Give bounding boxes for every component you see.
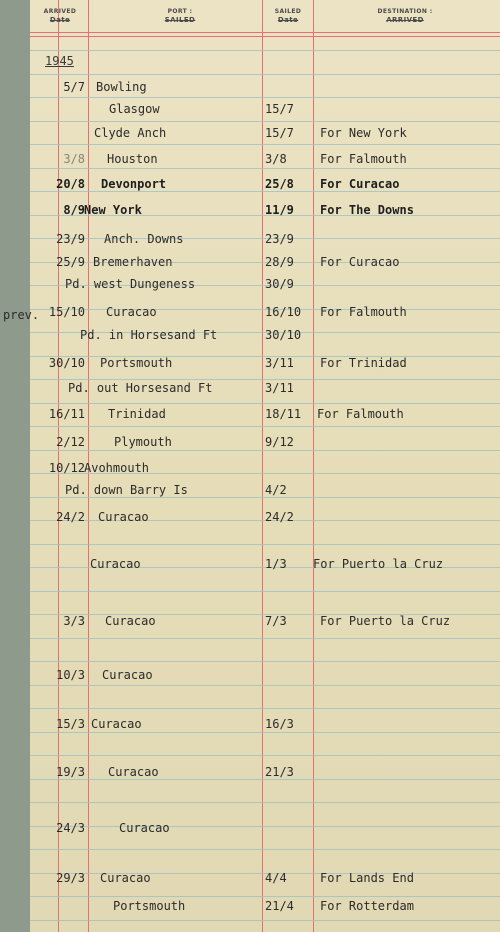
sailed-date: 11/9 [265,203,294,217]
table-row [30,614,500,634]
table-row [30,177,500,197]
table-row [30,435,500,455]
port-name: Pd. west Dungeness [65,277,196,291]
sailed-date: 21/3 [265,765,294,779]
margin-note: prev. [3,308,40,322]
arrived-date: 29/3 [56,871,85,885]
sailed-date: 30/10 [265,328,302,342]
header-destination: DESTINATION : ARRIVED [377,8,433,24]
arrived-date: 10/3 [56,668,85,682]
port-name: Devonport [101,177,167,191]
arrived-date: 15/3 [56,717,85,731]
port-name: Avohmouth [84,461,150,475]
table-row [30,821,500,841]
port-name: Clyde Anch [94,126,167,140]
port-name: Pd. down Barry Is [65,483,188,497]
port-name: New York [84,203,142,217]
arrived-date: 8/9 [63,203,85,217]
arrived-date: 15/10 [48,305,85,319]
port-name: Trinidad [108,407,166,421]
sailed-date: 23/9 [265,232,294,246]
ruled-line [30,708,500,709]
destination: For Puerto la Cruz [320,614,451,628]
table-row [30,80,500,100]
destination: For The Downs [320,203,414,217]
ruled-line [30,638,500,639]
port-name: Curacao [91,717,142,731]
arrived-date: 2/12 [56,435,85,449]
sailed-date: 16/3 [265,717,294,731]
table-row [30,126,500,146]
arrived-date: 30/10 [48,356,85,370]
destination: For Falmouth [320,152,407,166]
sailed-date: 25/8 [265,177,294,191]
ruled-line [30,379,500,380]
sailed-date: 30/9 [265,277,294,291]
port-name: Pd. in Horsesand Ft [80,328,218,342]
ruled-line [30,920,500,921]
sailed-date: 3/11 [265,356,294,370]
sailed-date: 15/7 [265,126,294,140]
port-name: Pd. out Horsesand Ft [68,381,213,395]
sailed-date: 4/2 [265,483,287,497]
port-name: Curacao [100,871,151,885]
header-port: PORT : SAILED [164,8,196,24]
destination: For Curacao [320,177,400,191]
port-name: Houston [107,152,158,166]
table-row [30,305,500,325]
arrived-date: 24/3 [56,821,85,835]
ruled-line [30,74,500,75]
ledger-page [30,0,500,932]
table-row [30,483,500,503]
ruled-line [30,896,500,897]
sailed-date: 16/10 [265,305,302,319]
header-rule [30,36,500,37]
year-label: 1945 [45,54,74,68]
table-row [30,510,500,530]
destination: For Lands End [320,871,414,885]
sailed-date: 3/8 [265,152,287,166]
destination: For Curacao [320,255,400,269]
table-row [30,381,500,401]
arrived-date: 16/11 [48,407,85,421]
port-name: Portsmouth [113,899,186,913]
header-arrived: ARRIVED Date [43,8,77,24]
ruled-line [30,661,500,662]
port-name: Curacao [105,614,156,628]
sailed-date: 21/4 [265,899,294,913]
arrived-date: 25/9 [56,255,85,269]
port-name: Anch. Downs [104,232,184,246]
destination: For Puerto la Cruz [313,557,444,571]
ruled-line [30,591,500,592]
table-row [30,232,500,252]
destination: For Falmouth [320,305,407,319]
ruled-line [30,802,500,803]
table-row [30,557,500,577]
destination: For Rotterdam [320,899,414,913]
table-row [30,152,500,172]
arrived-date: 20/8 [56,177,85,191]
table-row [30,356,500,376]
sailed-date: 3/11 [265,381,294,395]
arrived-date: 3/3 [63,614,85,628]
table-row [30,102,500,122]
sailed-date: 24/2 [265,510,294,524]
table-row [30,871,500,891]
header-sailed: SAILED Date [274,8,302,24]
destination: For Falmouth [317,407,404,421]
port-name: Curacao [98,510,149,524]
table-row [30,461,500,481]
arrived-date: 23/9 [56,232,85,246]
table-row [30,255,500,275]
destination: For New York [320,126,407,140]
sailed-date: 9/12 [265,435,294,449]
table-row [30,899,500,919]
port-name: Bowling [96,80,147,94]
table-row [30,407,500,427]
port-name: Curacao [108,765,159,779]
table-row [30,717,500,737]
table-row [30,203,500,223]
port-name: Bremerhaven [93,255,173,269]
sailed-date: 1/3 [265,557,287,571]
arrived-date: 3/8 [63,152,85,166]
arrived-date: 19/3 [56,765,85,779]
port-name: Plymouth [114,435,172,449]
table-row [30,328,500,348]
sailed-date: 7/3 [265,614,287,628]
ruled-line [30,849,500,850]
arrived-date: 5/7 [63,80,85,94]
port-name: Glasgow [109,102,160,116]
ruled-line [30,755,500,756]
sailed-date: 4/4 [265,871,287,885]
arrived-date: 10/12 [48,461,85,475]
arrived-date: 24/2 [56,510,85,524]
header-rule [30,32,500,33]
table-row [30,668,500,688]
sailed-date: 18/11 [265,407,302,421]
port-name: Curacao [119,821,170,835]
table-row [30,277,500,297]
table-row [30,765,500,785]
ruled-line [30,50,500,51]
ruled-line [30,403,500,404]
port-name: Curacao [102,668,153,682]
sailed-date: 15/7 [265,102,294,116]
port-name: Curacao [106,305,157,319]
ruled-line [30,544,500,545]
port-name: Portsmouth [100,356,173,370]
sailed-date: 28/9 [265,255,294,269]
destination: For Trinidad [320,356,407,370]
port-name: Curacao [90,557,141,571]
